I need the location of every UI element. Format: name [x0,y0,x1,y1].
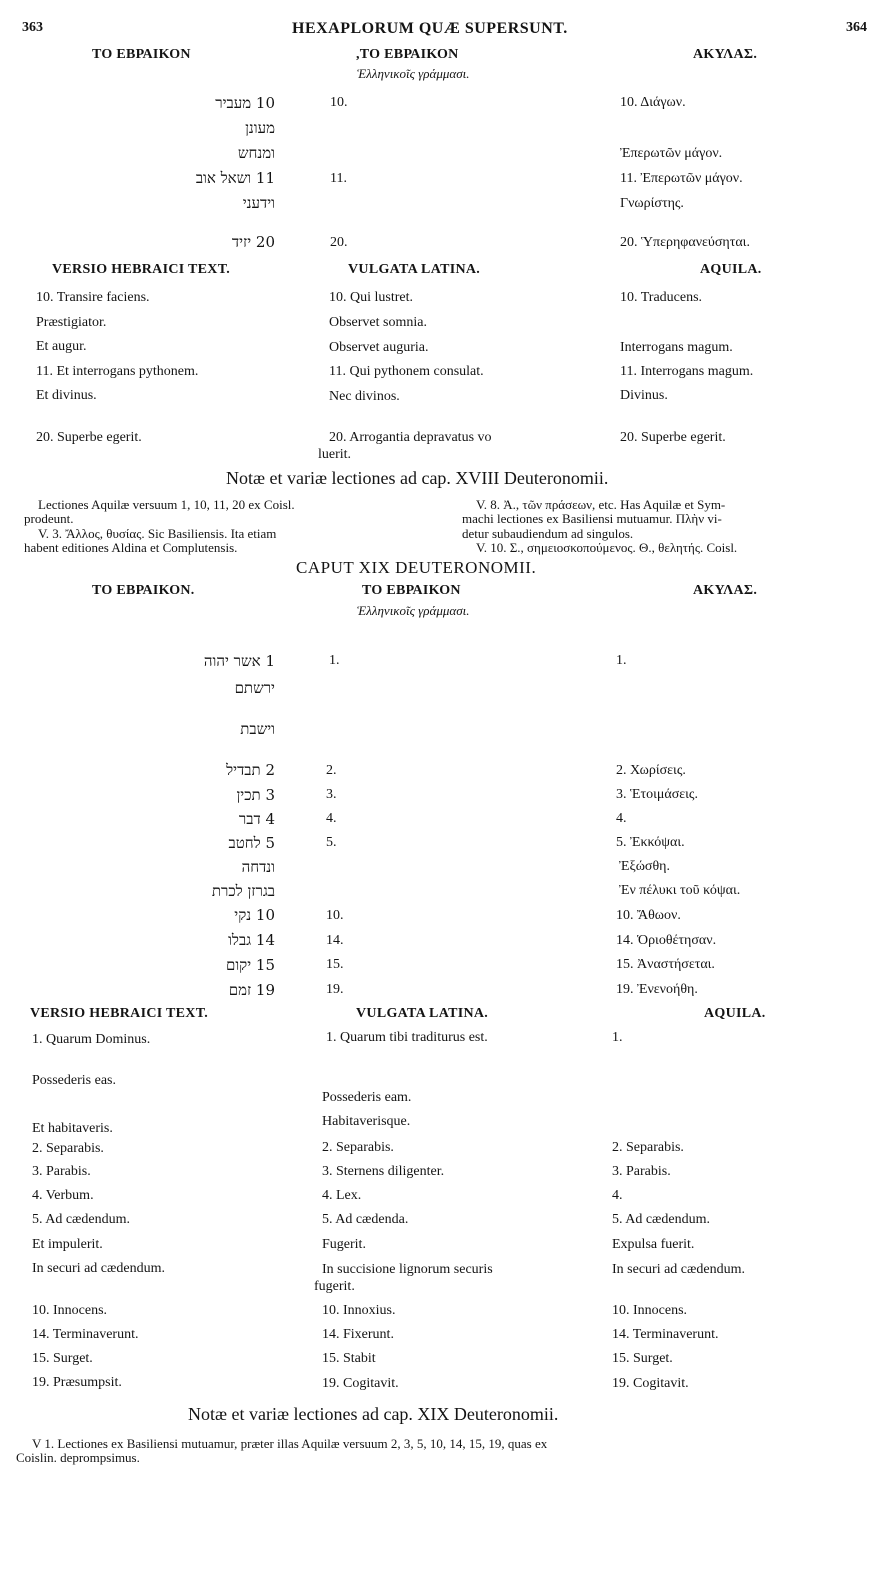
ch19-vulgata-line: 2. Separabis. [322,1140,394,1155]
ch18-aquila-line: 11. Ἐπερωτῶν μάγον. [620,171,743,186]
ch18-versio-line: Et divinus. [36,388,97,403]
ch19-vulgata-line: Fugerit. [322,1237,366,1252]
ch18-note-left: V. 3. Ἄλλος, θυσίας. Sic Basiliensis. Ita etiam [38,526,277,541]
ch18-translit-head: ,ΤΟ ΕΒΡΑΙΚΟΝ [356,47,459,62]
ch18-aquila-line: Γνωρίστης. [620,196,684,211]
ch19-translit-line: 14. [326,933,344,948]
ch18-hebrew-line: מעונן [245,119,275,137]
ch19-translit-line: 10. [326,908,344,923]
ch19-aquila-latin-line: 19. Cogitavit. [612,1376,689,1391]
ch19-aquila-latin-line: 10. Innocens. [612,1303,688,1318]
ch18-vulgata-line: luerit. [318,447,352,462]
ch18-vulgata-line: 11. Qui pythonem consulat. [329,364,484,379]
ch19-translit-subhead: Ἑλληνικοῖς γράμμασι. [357,603,470,618]
ch19-versio-line: In securi ad cædendum. [32,1261,165,1276]
ch19-versio-line: 14. Terminaverunt. [32,1327,139,1342]
ch18-hebrew-line: 10 מעביר [215,94,275,112]
running-title: HEXAPLORUM QUÆ SUPERSUNT. [292,20,568,37]
ch18-note-left: Lectiones Aquilæ versuum 1, 10, 11, 20 ex Coisl. [38,497,295,512]
ch19-aquila-line: Ἐξώσθη. [619,859,671,874]
ch18-aquila-latin-head: AQUILA. [700,262,762,277]
ch19-aquila-line: 19. Ἐνενοήθη. [616,982,698,997]
ch18-aquila-latin-line: 11. Interrogans magum. [620,364,754,379]
ch18-aquila-latin-line: 20. Superbe egerit. [620,430,726,445]
ch19-translit-line: 19. [326,982,344,997]
ch18-note-right: detur subaudiendum ad singulos. [462,526,634,541]
ch18-aquila-latin-line: 10. Traducens. [620,290,703,305]
ch18-note-right: machi lectiones ex Basiliensi mutuamur. Πλὴν vi- [462,511,722,526]
ch18-translit-subhead: Ἑλληνικοῖς γράμμασι. [357,66,470,81]
ch19-versio-line: 4. Verbum. [32,1188,94,1203]
ch19-aquila-line: 1. [616,653,627,668]
ch19-aquila-latin-line: 14. Terminaverunt. [612,1327,719,1342]
ch18-hebrew-line: 20 יזיד [231,233,275,251]
ch19-versio-line: 5. Ad cædendum. [32,1212,130,1227]
ch19-aquila-latin-line: 15. Surget. [612,1351,673,1366]
ch18-aquila-head: ΑΚΥΛΑΣ. [693,47,758,62]
ch19-versio-line: Et impulerit. [32,1237,103,1252]
ch19-hebrew-line: ירשתם [234,679,275,697]
ch19-vulgata-line: 1. Quarum tibi traditurus est. [326,1030,488,1045]
right-page-number: 364 [846,20,867,35]
ch18-translit-line: 10. [330,95,348,110]
ch18-note-left: habent editiones Aldina et Complutensis. [24,540,238,555]
ch18-vulgata-line: Observet somnia. [329,315,427,330]
ch19-note-line: V 1. Lectiones ex Basiliensi mutuamur, præter illas Aquilæ versuum 2, 3, 5, 10, 14, 15, 19, quas ex [32,1436,548,1451]
ch18-aquila-line: Ἐπερωτῶν μάγον. [620,146,723,161]
ch19-vulgata-head: VULGATA LATINA. [356,1006,489,1021]
ch19-hebrew-line: וישבת [240,720,275,738]
ch19-hebrew-line: 1 אשר יהוה [203,652,275,670]
ch19-aquila-line: 10. Ἄθωον. [616,908,681,923]
ch19-translit-line: 5. [326,835,337,850]
ch18-vulgata-head: VULGATA LATINA. [348,262,481,277]
ch19-caput-title: CAPUT XIX DEUTERONOMII. [296,558,537,577]
ch19-versio-line: 1. Quarum Dominus. [32,1032,151,1047]
ch18-vulgata-line: 10. Qui lustret. [329,290,413,305]
ch19-hebrew-line: 15 יקום [225,956,275,974]
left-page-number: 363 [22,20,43,35]
ch19-vulgata-line: In succisione lignorum securis [322,1262,493,1277]
ch18-translit-line: 20. [330,235,348,250]
ch19-note-line: Coislin. deprompsimus. [16,1450,140,1465]
ch18-aquila-line: 10. Διάγων. [620,95,686,110]
ch19-hebrew-line: 5 לחטב [228,834,275,852]
ch18-versio-head: VERSIO HEBRAICI TEXT. [52,262,231,277]
ch19-aquila-line: 14. Ὁριοθέτησαν. [616,933,717,948]
ch18-vulgata-line: 20. Arrogantia depravatus vo [329,430,492,445]
ch19-vulgata-line: 5. Ad cædenda. [322,1212,409,1227]
ch18-vulgata-line: Nec divinos. [329,389,400,404]
ch18-versio-line: Præstigiator. [36,315,107,330]
ch18-hebrew-head: ΤΟ ΕΒΡΑΙΚΟΝ [92,47,191,62]
ch18-aquila-latin-line: Interrogans magum. [620,340,733,355]
ch19-vulgata-line: 14. Fixerunt. [322,1327,394,1342]
ch19-versio-line: Possederis eas. [32,1073,116,1088]
ch19-aquila-head: ΑΚΥΛΑΣ. [693,583,758,598]
ch19-hebrew-head: ΤΟ ΕΒΡΑΙΚΟΝ. [92,583,195,598]
ch18-hebrew-line: וידעני [242,194,275,212]
ch19-aquila-line: 15. Ἀναστήσεται. [616,957,715,972]
ch19-versio-line: 2. Separabis. [32,1141,104,1156]
ch19-hebrew-line: בגרזן לכרת [211,882,275,900]
ch19-hebrew-line: 19 זמם [228,981,275,999]
ch19-versio-line: 19. Præsumpsit. [32,1375,122,1390]
ch18-vulgata-line: Observet auguria. [329,340,429,355]
ch19-aquila-latin-line: 2. Separabis. [612,1140,684,1155]
ch19-vulgata-line: 15. Stabit [322,1351,376,1366]
ch19-hebrew-line: 10 נקי [234,906,275,924]
ch18-versio-line: 11. Et interrogans pythonem. [36,364,199,379]
ch19-translit-line: 2. [326,763,337,778]
ch19-hebrew-line: ונדחה [241,858,275,876]
ch18-aquila-line: 20. Ὑπερηφανεύσηται. [620,235,750,250]
ch19-aquila-latin-line: Expulsa fuerit. [612,1237,695,1252]
ch19-aquila-latin-head: AQUILA. [704,1006,766,1021]
ch19-versio-line: 3. Parabis. [32,1164,91,1179]
ch19-translit-line: 15. [326,957,344,972]
ch18-note-right: V. 10. Σ., σημειοσκοπούμενος. Θ., θελητής. Coisl. [476,540,738,555]
ch18-versio-line: 20. Superbe egerit. [36,430,142,445]
ch18-note-left: prodeunt. [24,511,74,526]
ch19-vulgata-line: 19. Cogitavit. [322,1376,399,1391]
ch19-aquila-line: 2. Χωρίσεις. [616,763,686,778]
ch18-hebrew-line: ומנחש [237,144,275,162]
ch19-aquila-line: Ἐν πέλυκι τοῦ κόψαι. [619,883,741,898]
ch18-notes-title: Notæ et variæ lectiones ad cap. XVIII Deuteronomii. [226,468,609,488]
ch19-hebrew-line: 2 תבדיל [226,761,275,779]
ch19-vulgata-line: 3. Sternens diligenter. [322,1164,445,1179]
ch18-versio-line: Et augur. [36,339,87,354]
ch19-aquila-latin-line: 3. Parabis. [612,1164,671,1179]
ch19-aquila-latin-line: In securi ad cædendum. [612,1262,745,1277]
ch19-aquila-latin-line: 5. Ad cædendum. [612,1212,710,1227]
ch19-aquila-line: 4. [616,811,627,826]
ch19-versio-line: 10. Innocens. [32,1303,108,1318]
ch18-versio-line: 10. Transire faciens. [36,290,150,305]
ch19-aquila-latin-line: 4. [612,1188,623,1203]
ch19-vulgata-line: 10. Innoxius. [322,1303,396,1318]
ch19-notes-title: Notæ et variæ lectiones ad cap. XIX Deuteronomii. [188,1404,559,1424]
ch19-translit-line: 4. [326,811,337,826]
ch19-versio-line: 15. Surget. [32,1351,93,1366]
ch19-vulgata-line: Possederis eam. [322,1090,412,1105]
ch18-hebrew-line: 11 ושאל אוב [195,169,275,187]
ch19-aquila-latin-line: 1. [612,1030,623,1045]
ch19-versio-line: Et habitaveris. [32,1121,113,1136]
ch19-hebrew-line: 14 גבלו [228,931,275,949]
ch19-vulgata-line: 4. Lex. [322,1188,362,1203]
ch19-translit-line: 3. [326,787,337,802]
ch19-aquila-line: 5. Ἐκκόψαι. [616,835,685,850]
ch19-versio-head: VERSIO HEBRAICI TEXT. [30,1006,209,1021]
ch19-vulgata-line: fugerit. [314,1279,355,1294]
ch18-note-right: V. 8. Ἀ., τῶν πράσεων, etc. Has Aquilæ et Sym- [476,497,726,512]
ch19-hebrew-line: 3 תכין [236,786,275,804]
ch18-aquila-latin-line: Divinus. [620,388,668,403]
ch18-translit-line: 11. [330,171,347,186]
ch19-hebrew-line: 4 דבר [238,810,275,828]
ch19-translit-line: 1. [329,653,340,668]
ch19-vulgata-line: Habitaverisque. [322,1114,411,1129]
ch19-translit-head: ΤΟ ΕΒΡΑΙΚΟΝ [362,583,461,598]
ch19-aquila-line: 3. Ἑτοιμάσεις. [616,787,698,802]
